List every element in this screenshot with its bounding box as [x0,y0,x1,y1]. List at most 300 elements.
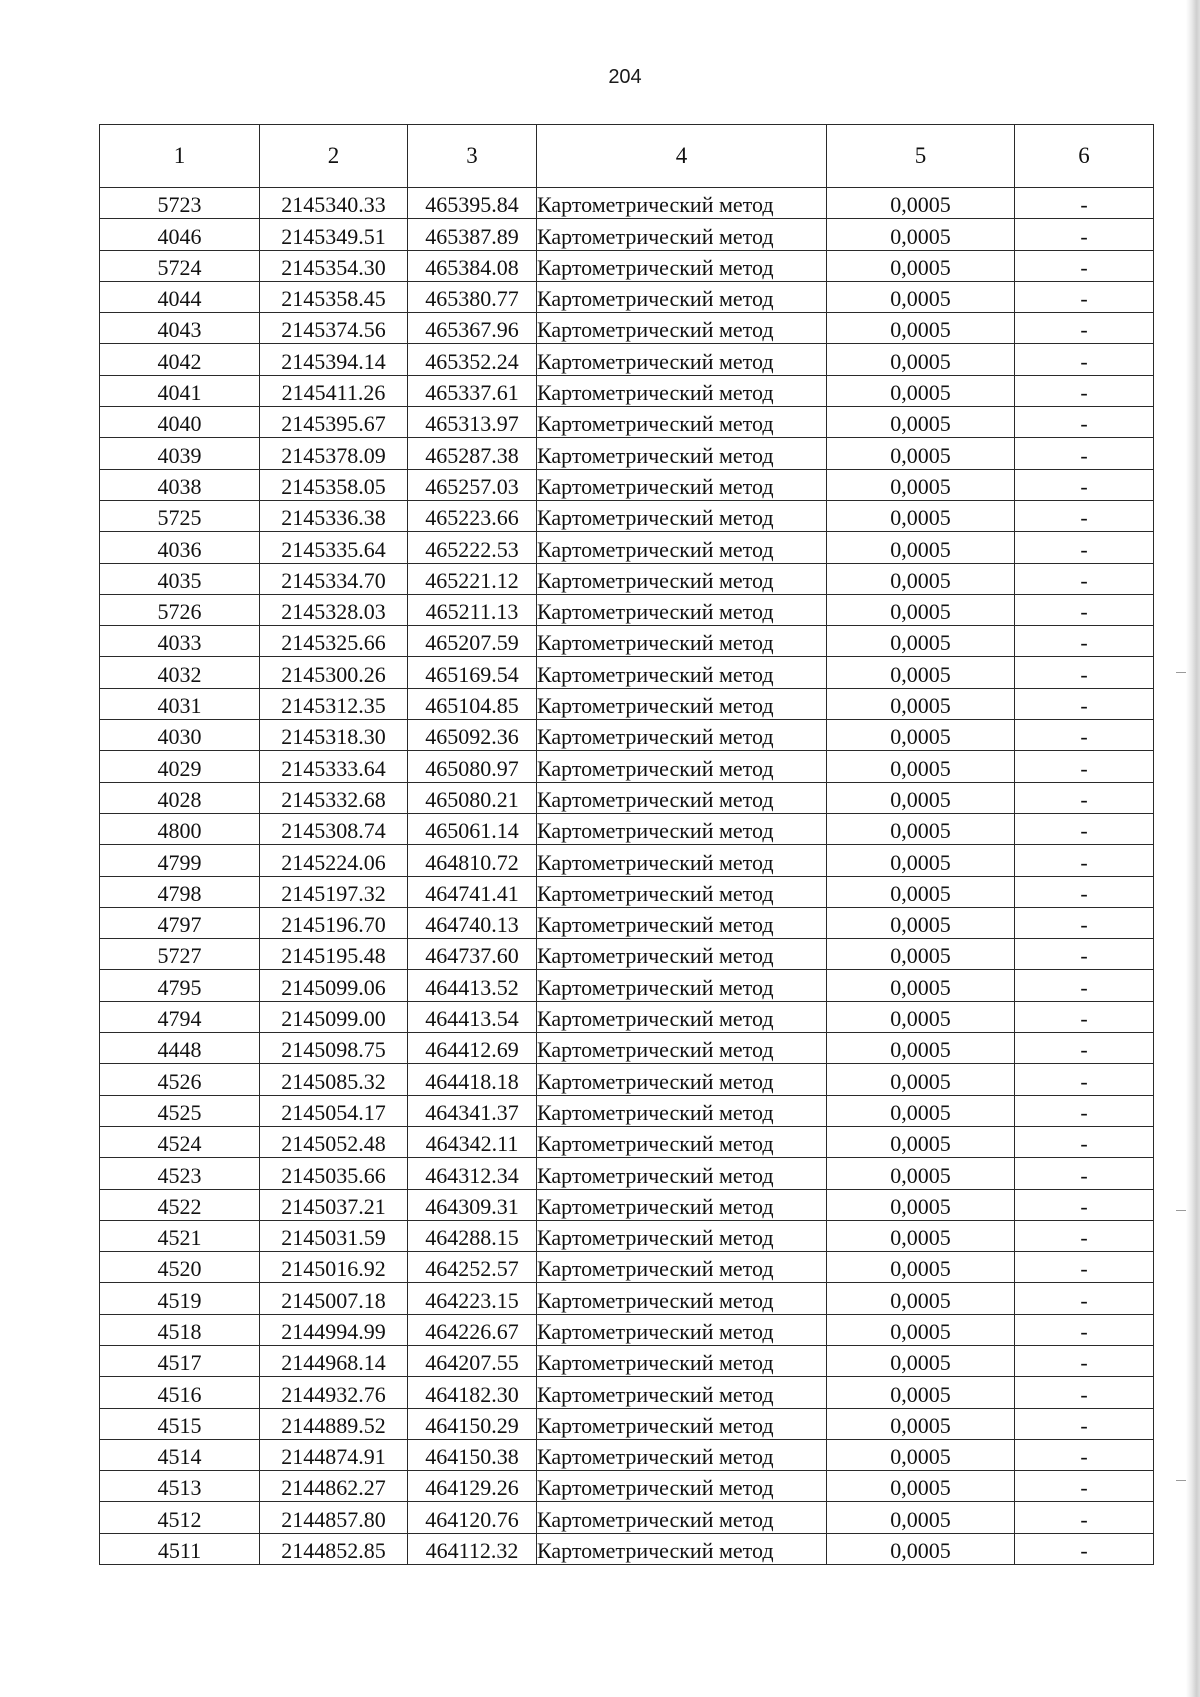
method-cell: Картометрический метод [537,1126,827,1157]
method-cell: Картометрический метод [537,407,827,438]
method-cell: Картометрический метод [537,907,827,938]
method-cell: Картометрический метод [537,845,827,876]
y-coordinate-cell: 464810.72 [408,845,537,876]
accuracy-cell: 0,0005 [827,1314,1015,1345]
x-coordinate-cell: 2145354.30 [260,250,408,281]
x-coordinate-cell: 2145308.74 [260,813,408,844]
accuracy-cell: 0,0005 [827,1533,1015,1564]
accuracy-cell: 0,0005 [827,1189,1015,1220]
y-coordinate-cell: 465395.84 [408,188,537,219]
x-coordinate-cell: 2145312.35 [260,688,408,719]
y-coordinate-cell: 464150.29 [408,1408,537,1439]
accuracy-cell: 0,0005 [827,1283,1015,1314]
y-coordinate-cell: 464741.41 [408,876,537,907]
note-cell: - [1015,250,1154,281]
point-number-cell: 4448 [100,1033,260,1064]
point-number-cell: 4033 [100,626,260,657]
point-number-cell: 4044 [100,281,260,312]
table-row [100,876,1154,907]
y-coordinate-cell: 465222.53 [408,532,537,563]
method-cell: Картометрический метод [537,1001,827,1032]
note-cell: - [1015,782,1154,813]
note-cell: - [1015,970,1154,1001]
accuracy-cell: 0,0005 [827,970,1015,1001]
y-coordinate-cell: 465337.61 [408,375,537,406]
method-cell: Картометрический метод [537,1314,827,1345]
point-number-cell: 4521 [100,1220,260,1251]
table-row [100,1064,1154,1095]
table-row [100,1533,1154,1564]
method-cell: Картометрический метод [537,1502,827,1533]
table-row [100,720,1154,751]
point-number-cell: 4511 [100,1533,260,1564]
table-row [100,188,1154,219]
x-coordinate-cell: 2145340.33 [260,188,408,219]
point-number-cell: 4514 [100,1439,260,1470]
note-cell: - [1015,1439,1154,1470]
note-cell: - [1015,813,1154,844]
y-coordinate-cell: 465387.89 [408,219,537,250]
x-coordinate-cell: 2145035.66 [260,1158,408,1189]
method-cell: Картометрический метод [537,1189,827,1220]
method-cell: Картометрический метод [537,939,827,970]
note-cell: - [1015,1502,1154,1533]
y-coordinate-cell: 465104.85 [408,688,537,719]
y-coordinate-cell: 465061.14 [408,813,537,844]
x-coordinate-cell: 2145016.92 [260,1252,408,1283]
accuracy-cell: 0,0005 [827,1439,1015,1470]
accuracy-cell: 0,0005 [827,813,1015,844]
x-coordinate-cell: 2145328.03 [260,594,408,625]
accuracy-cell: 0,0005 [827,1095,1015,1126]
note-cell: - [1015,219,1154,250]
scan-edge-mark [1176,672,1186,673]
x-coordinate-cell: 2145052.48 [260,1126,408,1157]
coordinates-table [99,124,1154,1565]
table-row [100,1283,1154,1314]
y-coordinate-cell: 464288.15 [408,1220,537,1251]
accuracy-cell: 0,0005 [827,532,1015,563]
x-coordinate-cell: 2145098.75 [260,1033,408,1064]
accuracy-cell: 0,0005 [827,1252,1015,1283]
note-cell: - [1015,1220,1154,1251]
accuracy-cell: 0,0005 [827,469,1015,500]
method-cell: Картометрический метод [537,688,827,719]
accuracy-cell: 0,0005 [827,657,1015,688]
accuracy-cell: 0,0005 [827,782,1015,813]
point-number-cell: 4515 [100,1408,260,1439]
accuracy-cell: 0,0005 [827,1064,1015,1095]
method-cell: Картометрический метод [537,876,827,907]
y-coordinate-cell: 465080.21 [408,782,537,813]
x-coordinate-cell: 2144889.52 [260,1408,408,1439]
x-coordinate-cell: 2145335.64 [260,532,408,563]
point-number-cell: 4518 [100,1314,260,1345]
column-header-3: 3 [408,125,537,188]
accuracy-cell: 0,0005 [827,407,1015,438]
method-cell: Картометрический метод [537,1158,827,1189]
table-row [100,219,1154,250]
note-cell: - [1015,594,1154,625]
accuracy-cell: 0,0005 [827,1345,1015,1376]
point-number-cell: 4042 [100,344,260,375]
point-number-cell: 4512 [100,1502,260,1533]
point-number-cell: 5723 [100,188,260,219]
note-cell: - [1015,1314,1154,1345]
scan-edge-mark [1176,1480,1186,1481]
point-number-cell: 4035 [100,563,260,594]
y-coordinate-cell: 464252.57 [408,1252,537,1283]
x-coordinate-cell: 2145395.67 [260,407,408,438]
point-number-cell: 4794 [100,1001,260,1032]
table-row [100,532,1154,563]
y-coordinate-cell: 464207.55 [408,1345,537,1376]
note-cell: - [1015,1377,1154,1408]
accuracy-cell: 0,0005 [827,1001,1015,1032]
x-coordinate-cell: 2145336.38 [260,500,408,531]
accuracy-cell: 0,0005 [827,563,1015,594]
note-cell: - [1015,1345,1154,1376]
note-cell: - [1015,532,1154,563]
column-header-1: 1 [100,125,260,188]
point-number-cell: 4043 [100,313,260,344]
y-coordinate-cell: 465169.54 [408,657,537,688]
point-number-cell: 4046 [100,219,260,250]
note-cell: - [1015,907,1154,938]
y-coordinate-cell: 464342.11 [408,1126,537,1157]
table-row [100,438,1154,469]
table-row [100,344,1154,375]
table-row [100,688,1154,719]
x-coordinate-cell: 2145099.00 [260,1001,408,1032]
y-coordinate-cell: 464129.26 [408,1471,537,1502]
table-row [100,594,1154,625]
x-coordinate-cell: 2144932.76 [260,1377,408,1408]
table-row [100,500,1154,531]
accuracy-cell: 0,0005 [827,1126,1015,1157]
table-row [100,563,1154,594]
method-cell: Картометрический метод [537,813,827,844]
note-cell: - [1015,438,1154,469]
x-coordinate-cell: 2145411.26 [260,375,408,406]
note-cell: - [1015,1533,1154,1564]
note-cell: - [1015,720,1154,751]
accuracy-cell: 0,0005 [827,1220,1015,1251]
x-coordinate-cell: 2145333.64 [260,751,408,782]
table-row [100,970,1154,1001]
point-number-cell: 4795 [100,970,260,1001]
method-cell: Картометрический метод [537,219,827,250]
y-coordinate-cell: 465384.08 [408,250,537,281]
y-coordinate-cell: 465211.13 [408,594,537,625]
note-cell: - [1015,407,1154,438]
point-number-cell: 4032 [100,657,260,688]
note-cell: - [1015,313,1154,344]
accuracy-cell: 0,0005 [827,1377,1015,1408]
y-coordinate-cell: 465207.59 [408,626,537,657]
accuracy-cell: 0,0005 [827,281,1015,312]
y-coordinate-cell: 465223.66 [408,500,537,531]
point-number-cell: 5727 [100,939,260,970]
y-coordinate-cell: 465221.12 [408,563,537,594]
x-coordinate-cell: 2145085.32 [260,1064,408,1095]
point-number-cell: 4799 [100,845,260,876]
method-cell: Картометрический метод [537,1220,827,1251]
note-cell: - [1015,1033,1154,1064]
method-cell: Картометрический метод [537,500,827,531]
x-coordinate-cell: 2145394.14 [260,344,408,375]
point-number-cell: 4039 [100,438,260,469]
method-cell: Картометрический метод [537,344,827,375]
table-row [100,1502,1154,1533]
y-coordinate-cell: 464223.15 [408,1283,537,1314]
point-number-cell: 4517 [100,1345,260,1376]
y-coordinate-cell: 465257.03 [408,469,537,500]
x-coordinate-cell: 2144852.85 [260,1533,408,1564]
method-cell: Картометрический метод [537,438,827,469]
method-cell: Картометрический метод [537,313,827,344]
note-cell: - [1015,1252,1154,1283]
accuracy-cell: 0,0005 [827,500,1015,531]
x-coordinate-cell: 2145195.48 [260,939,408,970]
accuracy-cell: 0,0005 [827,250,1015,281]
y-coordinate-cell: 464737.60 [408,939,537,970]
method-cell: Картометрический метод [537,1533,827,1564]
method-cell: Картометрический метод [537,1252,827,1283]
point-number-cell: 4526 [100,1064,260,1095]
table-row [100,469,1154,500]
note-cell: - [1015,845,1154,876]
method-cell: Картометрический метод [537,1283,827,1314]
accuracy-cell: 0,0005 [827,845,1015,876]
method-cell: Картометрический метод [537,250,827,281]
accuracy-cell: 0,0005 [827,626,1015,657]
column-header-6: 6 [1015,125,1154,188]
x-coordinate-cell: 2145099.06 [260,970,408,1001]
method-cell: Картометрический метод [537,563,827,594]
point-number-cell: 4797 [100,907,260,938]
point-number-cell: 4525 [100,1095,260,1126]
table-header-row [100,125,1154,188]
table-row [100,250,1154,281]
accuracy-cell: 0,0005 [827,219,1015,250]
accuracy-cell: 0,0005 [827,688,1015,719]
y-coordinate-cell: 464309.31 [408,1189,537,1220]
y-coordinate-cell: 464341.37 [408,1095,537,1126]
method-cell: Картометрический метод [537,1033,827,1064]
table-row [100,1126,1154,1157]
x-coordinate-cell: 2145037.21 [260,1189,408,1220]
method-cell: Картометрический метод [537,532,827,563]
scan-edge [1186,0,1200,1697]
accuracy-cell: 0,0005 [827,438,1015,469]
table-row [100,1439,1154,1470]
point-number-cell: 4041 [100,375,260,406]
note-cell: - [1015,1408,1154,1439]
column-header-5: 5 [827,125,1015,188]
table-row [100,813,1154,844]
note-cell: - [1015,657,1154,688]
y-coordinate-cell: 465380.77 [408,281,537,312]
table-body [100,188,1154,1565]
x-coordinate-cell: 2145224.06 [260,845,408,876]
method-cell: Картометрический метод [537,657,827,688]
x-coordinate-cell: 2145007.18 [260,1283,408,1314]
table-row [100,657,1154,688]
method-cell: Картометрический метод [537,1095,827,1126]
note-cell: - [1015,1095,1154,1126]
table-row [100,782,1154,813]
y-coordinate-cell: 464112.32 [408,1533,537,1564]
point-number-cell: 4798 [100,876,260,907]
point-number-cell: 5724 [100,250,260,281]
method-cell: Картометрический метод [537,751,827,782]
table-row [100,375,1154,406]
y-coordinate-cell: 465092.36 [408,720,537,751]
y-coordinate-cell: 465352.24 [408,344,537,375]
point-number-cell: 4040 [100,407,260,438]
y-coordinate-cell: 465287.38 [408,438,537,469]
method-cell: Картометрический метод [537,1345,827,1376]
x-coordinate-cell: 2145349.51 [260,219,408,250]
x-coordinate-cell: 2144874.91 [260,1439,408,1470]
point-number-cell: 4029 [100,751,260,782]
accuracy-cell: 0,0005 [827,1408,1015,1439]
x-coordinate-cell: 2144994.99 [260,1314,408,1345]
y-coordinate-cell: 464120.76 [408,1502,537,1533]
point-number-cell: 4031 [100,688,260,719]
point-number-cell: 4036 [100,532,260,563]
note-cell: - [1015,1189,1154,1220]
method-cell: Картометрический метод [537,626,827,657]
accuracy-cell: 0,0005 [827,1471,1015,1502]
point-number-cell: 4519 [100,1283,260,1314]
accuracy-cell: 0,0005 [827,375,1015,406]
point-number-cell: 4523 [100,1158,260,1189]
method-cell: Картометрический метод [537,188,827,219]
accuracy-cell: 0,0005 [827,188,1015,219]
y-coordinate-cell: 464418.18 [408,1064,537,1095]
x-coordinate-cell: 2145325.66 [260,626,408,657]
method-cell: Картометрический метод [537,1064,827,1095]
method-cell: Картометрический метод [537,1377,827,1408]
table-row [100,626,1154,657]
method-cell: Картометрический метод [537,281,827,312]
method-cell: Картометрический метод [537,1471,827,1502]
note-cell: - [1015,1001,1154,1032]
point-number-cell: 4030 [100,720,260,751]
table-row [100,407,1154,438]
y-coordinate-cell: 464412.69 [408,1033,537,1064]
x-coordinate-cell: 2145197.32 [260,876,408,907]
table-row [100,1033,1154,1064]
point-number-cell: 4524 [100,1126,260,1157]
table-row [100,939,1154,970]
table-row [100,907,1154,938]
point-number-cell: 5726 [100,594,260,625]
table-row [100,1345,1154,1376]
y-coordinate-cell: 465080.97 [408,751,537,782]
note-cell: - [1015,469,1154,500]
note-cell: - [1015,1126,1154,1157]
x-coordinate-cell: 2145196.70 [260,907,408,938]
x-coordinate-cell: 2145300.26 [260,657,408,688]
table-row [100,1220,1154,1251]
point-number-cell: 4028 [100,782,260,813]
note-cell: - [1015,500,1154,531]
note-cell: - [1015,1471,1154,1502]
note-cell: - [1015,281,1154,312]
x-coordinate-cell: 2145374.56 [260,313,408,344]
accuracy-cell: 0,0005 [827,1502,1015,1533]
method-cell: Картометрический метод [537,469,827,500]
x-coordinate-cell: 2145318.30 [260,720,408,751]
table-row [100,281,1154,312]
table-row [100,1158,1154,1189]
note-cell: - [1015,1064,1154,1095]
accuracy-cell: 0,0005 [827,907,1015,938]
note-cell: - [1015,188,1154,219]
table-row [100,1471,1154,1502]
point-number-cell: 4522 [100,1189,260,1220]
accuracy-cell: 0,0005 [827,876,1015,907]
note-cell: - [1015,344,1154,375]
x-coordinate-cell: 2145358.45 [260,281,408,312]
x-coordinate-cell: 2144862.27 [260,1471,408,1502]
table-row [100,1095,1154,1126]
x-coordinate-cell: 2144968.14 [260,1345,408,1376]
note-cell: - [1015,751,1154,782]
method-cell: Картометрический метод [537,375,827,406]
column-header-2: 2 [260,125,408,188]
table-row [100,1314,1154,1345]
point-number-cell: 4516 [100,1377,260,1408]
x-coordinate-cell: 2145332.68 [260,782,408,813]
point-number-cell: 4800 [100,813,260,844]
y-coordinate-cell: 464413.52 [408,970,537,1001]
note-cell: - [1015,626,1154,657]
note-cell: - [1015,1283,1154,1314]
y-coordinate-cell: 464226.67 [408,1314,537,1345]
method-cell: Картометрический метод [537,1439,827,1470]
x-coordinate-cell: 2145378.09 [260,438,408,469]
y-coordinate-cell: 464150.38 [408,1439,537,1470]
table-row [100,751,1154,782]
scan-edge-mark [1176,1210,1186,1211]
note-cell: - [1015,688,1154,719]
method-cell: Картометрический метод [537,782,827,813]
table-row [100,1377,1154,1408]
x-coordinate-cell: 2145031.59 [260,1220,408,1251]
method-cell: Картометрический метод [537,1408,827,1439]
accuracy-cell: 0,0005 [827,751,1015,782]
column-header-4: 4 [537,125,827,188]
table-row [100,1189,1154,1220]
point-number-cell: 4038 [100,469,260,500]
note-cell: - [1015,876,1154,907]
accuracy-cell: 0,0005 [827,1158,1015,1189]
accuracy-cell: 0,0005 [827,313,1015,344]
x-coordinate-cell: 2145358.05 [260,469,408,500]
table-row [100,1001,1154,1032]
y-coordinate-cell: 464740.13 [408,907,537,938]
table-row [100,1408,1154,1439]
x-coordinate-cell: 2145054.17 [260,1095,408,1126]
accuracy-cell: 0,0005 [827,939,1015,970]
accuracy-cell: 0,0005 [827,1033,1015,1064]
y-coordinate-cell: 465313.97 [408,407,537,438]
y-coordinate-cell: 464182.30 [408,1377,537,1408]
